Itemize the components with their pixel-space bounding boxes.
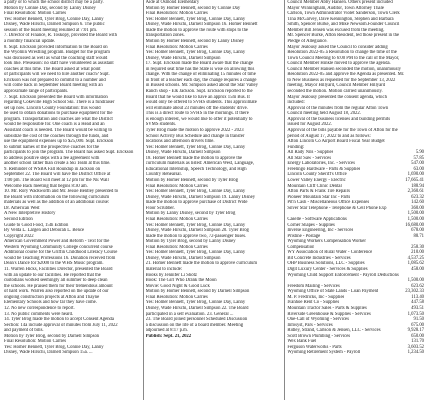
text-line: made the motion to approve the route with stops to the <box>145 27 248 33</box>
text-line: September 22. The Board will have the District Office at <box>4 172 111 178</box>
bill-amount: 16,680.00 <box>405 222 425 228</box>
text-line: American Government Power and Reform - Text for the <box>4 239 110 245</box>
bill-amount: 1,234.50 <box>407 350 425 356</box>
bill-amount: 258.30 <box>411 244 425 250</box>
bill-payee: WY Association of Rural Water - Conference <box>287 250 373 256</box>
bill-payee: Silver Star Telephone - Telephone & Cell Phone Exp <box>287 205 387 211</box>
text-line: 11. Warren Hicks, Facilities Director, presented the Board <box>4 267 113 272</box>
bill-amount: 1,500.00 <box>407 216 425 222</box>
text-line: 17. Supt. Erickson made the Board aware that the change <box>145 61 254 67</box>
text-line: SVMS students. <box>145 122 177 128</box>
bill-amount: 447.58 <box>411 300 425 306</box>
text-line: Final Resolution: Motion Carries <box>145 216 208 222</box>
text-line: made the motion to approve two, 72-passenger buses. <box>145 233 247 239</box>
bill-amount: 188.94 <box>411 183 425 189</box>
text-line: 7. Director of Finance, R. Toskopy, provided the Board with <box>4 33 117 39</box>
bill-amount: 493.51 <box>411 305 425 311</box>
text-line: Yes: Homer Bennett, Tyler Brog, Connie Day, Lanny <box>4 16 104 22</box>
text-line: Motion by Homer Bennett, second by Lanny Disney <box>145 38 245 44</box>
text-line: would be Teaching Professions 16. Donation received from <box>4 255 116 261</box>
text-line: Disney, Wade Hirschi, Darnell Simpson <box>145 255 221 261</box>
text-line: Movie: Good Night & Good Luck <box>145 283 210 289</box>
bill-payee: Corner Shapes - Supplies <box>287 222 335 228</box>
text-line: custodians worked seemingly all summer to deep clean <box>4 278 108 284</box>
text-line: regarding Cokeville High School Ski. There is a fundraiser <box>4 100 115 106</box>
text-line: coaches at this time. The Board asked at what point <box>4 66 101 72</box>
text-line: 8. Supt. Erickson provided information to the Board on <box>4 44 108 50</box>
bill-payee: One-Call of Wyoming - Services <box>287 317 349 323</box>
text-line: 12. No new correspondence to report. <box>4 305 75 311</box>
bill-amount: 113.40 <box>411 294 425 300</box>
text-line: Carlson, Town Administrator Violet Sanderson, Town Clerk <box>287 11 400 17</box>
bill-amount: 1,500.00 <box>407 278 425 284</box>
text-line: Resolution 2022-05 and approve the Agenda as presented. Mr. <box>287 72 405 78</box>
text-line: Mayor Jealousy asked the Council to consider adding <box>287 44 388 50</box>
text-line: with an update to our facilities. He reported that the <box>4 272 101 278</box>
bill-amount: 1,500.00 <box>407 211 425 217</box>
text-line: in front of a teacher each day, the change requires a change <box>145 77 257 83</box>
bill-amount: 623.32 <box>411 194 425 200</box>
text-line: Resolution 2022-05 a Resolution to change the time of the <box>287 50 397 56</box>
text-line: Elementary Schools and how far they have come. <box>4 300 97 306</box>
text-line: Council Member Hansen seconded the motion, unanimously <box>287 66 401 72</box>
bill-amount: 678.00 <box>411 228 425 234</box>
bill-payee: Infosyst, Pars - Services <box>287 322 333 328</box>
text-line: Tyler Brog made the motion to approve 2022 - 2023 <box>145 127 244 133</box>
bill-payee: Wyoming Retirement System - Payroll <box>287 350 361 356</box>
bill-payee: All Rady Nils - Supplies <box>287 150 334 156</box>
text-line: curriculum materials as listed: American West, Language, <box>145 161 255 167</box>
text-line: Motion by Homer Bennett, second by Connie Day <box>145 5 241 11</box>
text-line: Yes: Homer Bennett, Tyler Brog, Connie Day, Lanny <box>145 222 246 228</box>
text-line: 10. Mr. Rory Wadsworth and Mr. Jessie Bentley presented to <box>4 189 119 195</box>
bill-amount: 91.50 <box>413 317 425 323</box>
column-town-council-minutes <box>285 0 426 400</box>
text-line: set up now. Lincoln County Foundation: this would <box>4 105 101 111</box>
text-line: Final Resolution: Motion Carries <box>145 294 208 300</box>
bill-amount: 9,928.17 <box>407 328 425 334</box>
text-line: will eliminate about 23 minutes off the students' drive. <box>145 105 248 111</box>
text-line: approximate range of participants. <box>4 89 69 94</box>
bill-amount: 57.85 <box>413 155 425 161</box>
bill-amount: 458.00 <box>411 267 425 272</box>
text-line: Motion by Lanny Disney, second by Tyler Brog <box>145 211 236 217</box>
text-line: 1:00 pm. The Board will meet at 12 pm for the NE Wall <box>4 178 109 183</box>
bill-payee: Wyoming Child Support Enforcement - Payroll Deductions <box>287 272 399 278</box>
text-line: transportation zones. <box>145 33 185 39</box>
text-line: Disney, Wade Hirschi, Darnell Simpson 16. Homer Bennett <box>145 22 258 28</box>
text-line: By Velda L. Largen and Deborah L. Bence <box>4 228 85 234</box>
text-line: subsidize the cost of the coaches through the funds, and <box>4 133 109 139</box>
bill-amount: 675.00 <box>411 322 425 328</box>
column-school-board-minutes-continued <box>144 0 286 400</box>
bill-amount: 547.00 <box>411 161 425 167</box>
text-line: be used to obtain donations to purchase equipment for the <box>4 111 113 117</box>
text-line: Yes: Homer Bennett, Tyler Brog, Connie Day, Lanny <box>145 16 246 22</box>
text-line: This is a direct route to SVHS in the mornings. If there <box>145 111 249 117</box>
bill-payee: Lincoln County Sheriff's Office <box>287 172 347 178</box>
bill-payee: Ferguson Waterworks - Parts <box>287 344 342 350</box>
text-line: Disney, Wade Hirschi, Darnell Simpson 6. The public <box>4 22 105 28</box>
text-line: Section: 14a include approval of minutes from July 11, 2022 <box>4 322 118 328</box>
text-line: Mr. Spencer Burke, Afton Resident, led those present in the <box>287 33 400 39</box>
text-line: Tina McGarvey, Dave Kennington, Stephen and Barbara <box>287 16 394 22</box>
bill-payee: Caselle - Software Applications <box>287 216 347 222</box>
text-line: and payment of bills. <box>4 328 44 334</box>
text-line: the Board with information on the following curriculum <box>4 194 110 200</box>
text-line: a party or to which the school district may be a party. <box>4 0 104 5</box>
text-line: Motion by Tyler Brog, second by Lanny Disney <box>145 239 236 245</box>
text-line: Town Council Meeting to 6:00 PM to the call of the Mayor, <box>287 55 400 61</box>
text-line: the schools. He praised them for their tremendous amount <box>4 283 113 289</box>
text-line: Yes: Homer Bennett, Tyler Brog, Connie Day, Lanny <box>145 144 246 150</box>
bill-payee: Digit Luxury Center - Services & Supplies <box>287 267 368 272</box>
bill-payee: Afton Parts & Frank Tire Repairs <box>287 189 350 195</box>
text-line: the Wyomin Wrestling program. Budget for the program <box>4 50 110 56</box>
text-line: Approval of the business licenses and building permits <box>287 116 391 122</box>
text-line: A New Interpretive History <box>4 211 56 217</box>
bill-payee: Freedom Mailing - Services <box>287 283 340 289</box>
bill-payee: Mountain Cliff Clinic Dental <box>287 183 342 189</box>
bill-amount: 1,690.00 <box>407 172 425 178</box>
text-line: in Bussed schools. Mr. Simpson asked about the Star Valley <box>145 83 258 89</box>
text-line: material to include: <box>145 267 183 272</box>
text-line: Aide at Osmond Elementary <box>145 0 200 5</box>
bills-payable-list <box>287 150 424 356</box>
bill-payee: Wyoming Workers Compensation Worker <box>287 239 366 245</box>
bill-amount: 210.00 <box>411 250 425 256</box>
bill-amount: 2,360.61 <box>407 189 425 195</box>
text-line: 14. Tyler Brog made the motion to accept Consent Agenda <box>4 317 114 323</box>
bill-payee: Inverse Engineering, Inc - Services <box>287 228 354 234</box>
text-line: would be responsible for. One coach is a Head and an <box>4 122 105 128</box>
bill-payee: Mountain Tractor Sales - Parts & Supplies <box>287 305 367 311</box>
bill-amount: 4,537.25 <box>407 255 425 261</box>
text-line: of participants will we need to hire another coach? Supt. <box>4 72 110 78</box>
text-line: Second Edition <box>4 216 33 222</box>
text-line: Final Resolution: Motion Carries <box>145 244 208 250</box>
text-line: Publish: Sept. 21, 2022 <box>145 333 192 339</box>
bill-amount: 131.70 <box>411 339 425 345</box>
bill-amount: 17,665.41 <box>405 178 425 183</box>
text-line: to submit names of the prospective coaches for the <box>4 144 100 150</box>
text-line: Disney, Wade Hirschi, Darnell Simpson 22. The Board <box>145 305 249 311</box>
bill-amount: 650.00 <box>411 333 425 339</box>
text-line: in required seat time has the State is wise on allowing this <box>145 66 255 72</box>
bill-payee: Pioneer Mountain Star Inc - Parts <box>287 194 351 200</box>
text-line: Motion by Homer Bennett, second by Tyler Brog <box>145 178 238 183</box>
text-line: Board that he would like to have an approx 15m Bus. It <box>145 94 250 100</box>
text-line: Motion by Tyler Brog, second by Darnell Simpson <box>4 333 100 339</box>
text-line: materials as well as the addition of an additional course: <box>4 200 110 206</box>
text-line: Disney, Wade Hirschi, Darnell Simpson <box>145 55 221 61</box>
bill-item <box>287 350 424 356</box>
column-school-board-minutes <box>2 0 144 400</box>
text-line: Final Resolution: Motion Carries <box>145 44 208 50</box>
bill-amount: 63.00 <box>413 166 425 172</box>
text-line: period of August 17, 2022 to and as follows: <box>287 133 371 139</box>
text-line: Council Member Hinkle moved to approve the agenda. <box>287 61 391 67</box>
text-line: Disney, Wade Hirschi, Darnell Simpson 20. Tyler Brog <box>145 228 249 234</box>
bill-payee: All Star Saw - Services <box>287 155 332 161</box>
text-line: 7. Supt. Erickson presented the Board with information <box>4 94 108 100</box>
bill-payee: Wyoming Office of State Lands - Loan Payment <box>287 289 379 295</box>
text-line: ongoing construction projects at Afton and Thayne <box>4 294 100 300</box>
bill-payee: Scott Brown Plumbing - Services <box>287 333 351 339</box>
text-line: 21. Homer Bennett made the motion to approve curriculum <box>145 261 257 267</box>
bill-amount: 3,603.52 <box>407 344 425 350</box>
text-line: Disney, Wade Hirschi, Darnell Simpson 15a. ... <box>4 350 93 356</box>
text-line: Final Resolution: Motion Carries <box>4 11 67 17</box>
text-line: Afton Lincoln Co Airport Board Fiscal Year Budget <box>287 139 385 145</box>
bill-amount: 5.90 <box>415 150 425 156</box>
text-line: Final Resolution: Motion Carries <box>145 11 208 17</box>
text-line: Final Resolution: Motion Carries <box>4 339 67 345</box>
text-line: Erickson was not prepared to commit to a number and <box>4 77 106 83</box>
bill-amount: 360.00 <box>411 205 425 211</box>
text-line: locations and afternoon drivers time. <box>145 139 215 145</box>
text-line: Yes: Homer Bennett, Tyler Brog, Connie Day, Lanny <box>145 189 246 195</box>
text-line: Mayor Winningham, Auditor, Town Attorney Thale <box>287 5 384 11</box>
bill-payee: Ivanhoe Rent Co - Supplies <box>287 300 340 306</box>
bill-payee: Bit Concrete Industries - Services <box>287 255 351 261</box>
text-line: Floor Scrubber. <box>145 205 175 211</box>
text-line: Council Member Abby Hansen. Others present included <box>287 0 393 5</box>
text-line: Yes: Homer Bennett, Tyler Brog, Connie Day, Lanny <box>145 50 246 56</box>
text-line: Country Rehearsal. <box>145 172 182 178</box>
text-line: issued for August 2022. <box>287 122 332 128</box>
text-line: Motion by Connie Day, second by Lanny Disney <box>4 5 96 11</box>
text-line: 23. The Board joined personnel Scheduled Discussion <box>145 317 248 323</box>
text-line: Book: The Girl Who Drank the Moon <box>145 278 217 284</box>
bill-amount: 1,073.50 <box>407 311 425 317</box>
bill-amount: 88.71 <box>413 233 425 239</box>
text-line: Smith, Spencer Burke, and Mike Newsom.Founder Council <box>287 22 400 28</box>
text-line: is enough interest, we would like to offer it potentially to <box>145 116 253 122</box>
text-line: a monthly financial update. <box>4 38 56 44</box>
bill-payee: Compensation <box>287 244 315 250</box>
text-line: Dean's Dance for $2000 to the WHS Music program. <box>4 261 104 267</box>
text-line: meeting. Mayor Hillyard, Council Member Hillyard <box>287 83 386 89</box>
text-line: Yes: Homer Bennett, Tyler Brog, Connie Day, Lanny <box>4 344 104 350</box>
text-line: Disney, Wade Hirschi, Darnell Simpson 19. Lanny Disney <box>145 194 256 200</box>
text-line: Pledge of Allegiance. <box>287 38 328 44</box>
bill-payee: Ridley, Strand, Carlson & Jensen, LLC - Services <box>287 328 381 334</box>
text-line: change. With the change of eliminating 15 minutes of time <box>145 72 256 78</box>
bill-amount: 23,302.33 <box>405 289 425 295</box>
bill-amount: 142.60 <box>411 200 425 206</box>
bill-amount: 623.62 <box>411 283 425 289</box>
text-line: Motion by Homer Bennett, second by Darnell Simpson <box>145 289 250 295</box>
text-line: Yes: Homer Bennett, Tyler Brog, Connie Day, Lanny <box>145 300 246 306</box>
bill-payee: Riverside Greenhouse & Supplies - Services <box>287 311 371 317</box>
bill-amount: 1,085.62 <box>407 261 425 267</box>
text-line: will come back in September Board meeting with an <box>4 83 103 89</box>
bill-payee: Energy Laboratories, Inc. - Services <box>287 161 355 167</box>
bill-payee: Pit'n Cash - Miscellaneous Office Expenses <box>287 200 370 206</box>
text-line: Yes: Homer Bennett, Tyler Brog, Connie Day, Lanny <box>145 250 246 256</box>
text-line: Assistant coach is needed. The Board would be willing to <box>4 127 112 133</box>
text-line: Approval of the bills payable for the Town of Afton for the <box>287 127 398 133</box>
text-line: use the equipment expenses up to $25,000. Supt. Erickson <box>4 139 114 145</box>
text-line: included: <box>287 100 305 106</box>
text-line: Copyright 2022 <box>4 233 34 239</box>
text-line: 9. Reminder of WSBA Fall Roundup in Jackson on <box>4 166 101 172</box>
text-line: 18. Homer Bennett made the motion to approve the <box>145 155 243 161</box>
text-line: Welcome Back meeting that begins 8:30 am. <box>4 183 88 189</box>
text-line: Mayor Jealousy presented the consent agenda, which <box>287 94 387 100</box>
bill-payee: Freelingo Hardware - Parts & Supplies <box>287 166 361 172</box>
text-line: Ranch shop - Elk Jackson. Supt. Erickson reported to the <box>145 89 253 94</box>
text-line: adjourned at 8:17 p.m. <box>145 328 188 334</box>
text-line: program. Transportation and coaches are what the District <box>4 116 113 122</box>
text-line: to address positive steps with a fee agreement with <box>4 155 100 161</box>
text-line: Council meeting held August 18, 2022. <box>287 111 361 117</box>
text-line: to New Business as requested for the September 13, 2022 <box>287 77 396 83</box>
text-line: participants to join the program. The Board has asked Supt. Erickson <box>4 150 134 156</box>
text-line: a discussion on the life of a board member. Meeting <box>145 322 244 328</box>
text-line: School Activity Bus Schedule and change in transfer <box>145 133 245 139</box>
text-line: was discussed as well as what the coaching staff would <box>4 55 108 61</box>
bill-payee: Wex Bank Fuel <box>287 339 317 345</box>
text-line: of hard work. Warren also reported on the update of our <box>4 289 109 295</box>
text-line: Funding: <box>287 144 305 150</box>
text-line: Educational Internship, Speech Technology, and High <box>145 166 247 172</box>
text-line: 13. No public comments were heard. <box>4 311 74 317</box>
text-line: participated in a self evaluation. 23. General ... <box>145 311 234 317</box>
text-line: Member Bill Jensen was excused from the meeting. <box>287 27 385 33</box>
bill-payee: Lower Valley Energy - Electric <box>287 178 346 183</box>
text-line: Approval of the minutes from the regular Afton Town <box>287 105 389 111</box>
text-line: Final Resolution: Motion Carries <box>145 183 208 189</box>
text-line: another school rather than create a Ski Team at this time. <box>4 161 111 167</box>
text-line: Disney, Wade Hirschi, Darnell Simpson <box>145 150 221 156</box>
text-line: session of the board meeting resumed at 7:01 pm. <box>4 27 98 33</box>
bill-payee: OHP Business Solutions, LLC - Supplies <box>287 261 365 267</box>
town-council-text <box>287 0 424 150</box>
bill-payee: M. P. Fredricks, Inc - Supplies <box>287 294 345 300</box>
text-line: made the motion to approve purchase of District Wide <box>145 200 248 206</box>
text-line: would only be offered to SVHS students. This approximate <box>145 100 257 106</box>
text-line: Guide to Good Food, 15th Edition <box>4 222 69 228</box>
text-line: look like. Preseason: no staff have volunteered as assistant <box>4 61 114 67</box>
text-line: Additional course for the Griffin Childhood Literacy Course <box>4 250 118 256</box>
text-line: Books by Jennifer Li Shotz <box>145 272 197 278</box>
text-line: seconded the motion. Motion carried unanimously. <box>287 89 383 94</box>
bill-payee: Pristine - Postage <box>287 233 321 239</box>
text-line: Dr. American West <box>4 205 40 211</box>
text-line: Western Wyoming Community College concurrent course <box>4 244 113 250</box>
